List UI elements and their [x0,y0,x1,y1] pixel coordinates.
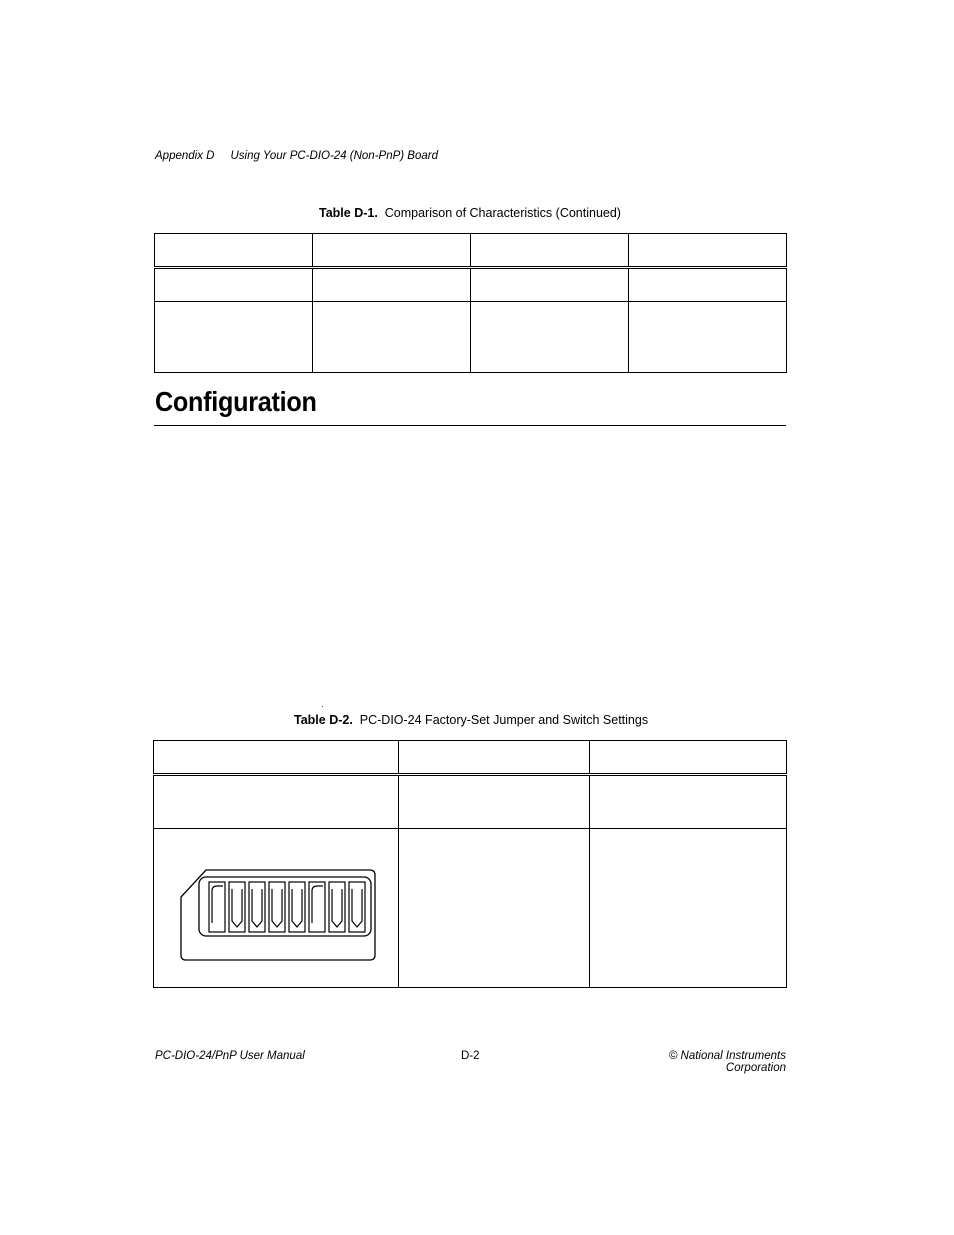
table-cell [471,268,629,302]
table-d1-header-row [155,234,787,268]
table-d1-title: Comparison of Characteristics (Continued) [384,206,621,220]
table-d2-title: PC-DIO-24 Factory-Set Jumper and Switch Settings [359,713,649,727]
table-cell [154,775,399,829]
running-header [155,150,438,162]
table-d1-caption [319,206,621,220]
table-row [154,775,787,829]
table-cell [313,234,471,268]
section-rule [154,425,786,426]
table-cell [313,268,471,302]
table-d2-caption [294,713,648,727]
dip-switch-icon [180,869,376,961]
table-d2 [153,740,787,988]
footer-manual: PC-DIO-24/PnP User Manual [155,1050,305,1062]
table-cell [590,829,787,988]
table-d2-label: Table D-2. [294,713,353,727]
stray-mark [322,706,323,707]
table-cell [154,741,399,775]
table-cell [155,234,313,268]
chapter-title: Using Your PC-DIO-24 (Non-PnP) Board [230,150,438,162]
table-cell [590,741,787,775]
table-row [155,268,787,302]
table-cell [471,302,629,373]
appendix-label: Appendix D [155,150,215,162]
table-cell [313,302,471,373]
table-d1 [154,233,787,373]
table-cell [399,829,590,988]
table-cell [155,302,313,373]
table-cell [155,268,313,302]
table-cell [629,302,787,373]
table-cell [471,234,629,268]
table-cell [590,775,787,829]
table-d1-label: Table D-1. [319,206,378,220]
table-cell [399,741,590,775]
dip-switch-cell [154,829,399,988]
table-cell [399,775,590,829]
table-row [155,302,787,373]
section-title: Configuration [155,386,317,417]
table-cell [629,268,787,302]
footer-page-number: D-2 [461,1050,480,1062]
table-row [154,829,787,988]
table-cell [629,234,787,268]
footer-copyright: © National Instruments Corporation [668,1050,786,1074]
table-d2-header-row [154,741,787,775]
